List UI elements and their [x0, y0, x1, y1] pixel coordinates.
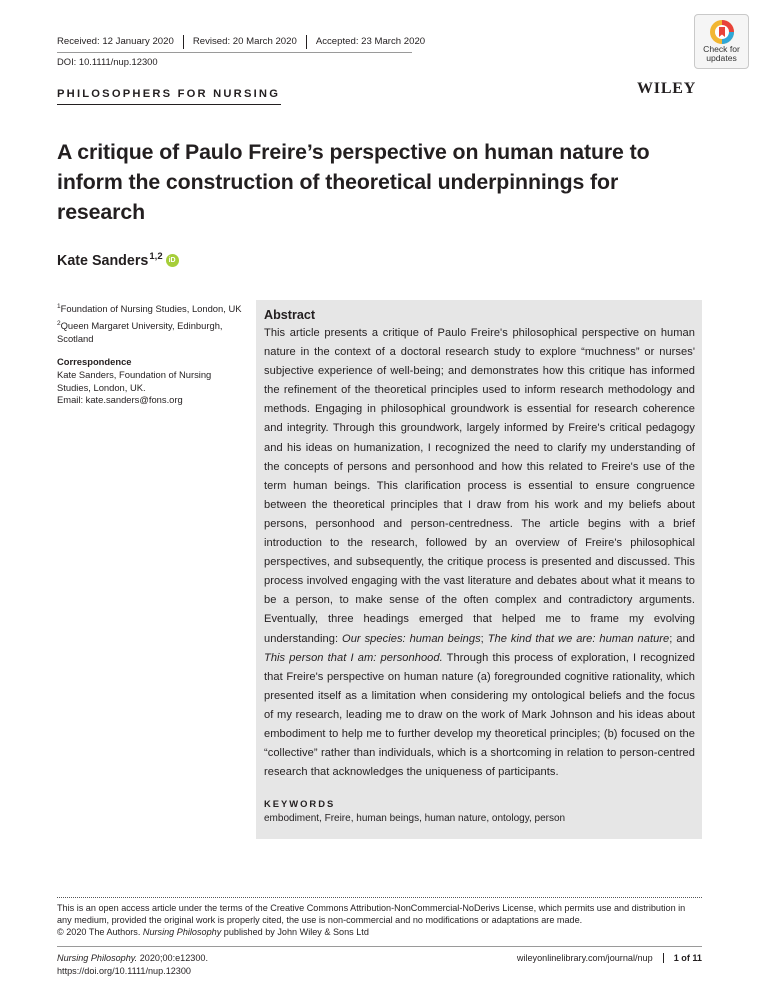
heading-our-species: Our species: human beings: [342, 632, 481, 645]
citation-line: [57, 952, 208, 965]
correspondence-line: Kate Sanders, Foundation of Nursing: [57, 368, 212, 380]
check-for-updates-icon: [709, 19, 735, 45]
orcid-icon[interactable]: iD: [166, 254, 179, 267]
abstract-heading: Abstract: [264, 308, 316, 322]
abstract-separator: ; and: [669, 632, 695, 645]
footer-citation-details: 2020;00:e12300.: [137, 953, 208, 963]
heading-human-nature: The kind that we are: human nature: [487, 632, 670, 645]
correspondence-block: [57, 356, 217, 407]
badge-line-1: Check for: [703, 44, 740, 54]
correspondence-heading: Correspondence: [57, 356, 132, 367]
footer-site-link[interactable]: wileyonlinelibrary.com/journal/nup: [517, 953, 664, 963]
footer-journal: Nursing Philosophy.: [57, 953, 138, 963]
author-name[interactable]: Kate Sanders: [57, 253, 149, 269]
article-title: A critique of Paulo Freire’s perspective on human nature to inform the construction of theoretical underpinnings for research: [57, 140, 650, 224]
section-underline: [57, 104, 281, 105]
license-line: This is an open access article under the terms of the Creative Commons Attribution‐NonCommercial‐NoDerivs License, which permits use and distribution in: [57, 903, 686, 913]
author-line: [57, 253, 179, 269]
license-divider: [57, 897, 702, 898]
affiliation-text: Foundation of Nursing Studies, London, UK: [60, 303, 242, 315]
heading-personhood: This person that I am: personhood.: [264, 651, 443, 664]
abstract-text: [264, 324, 695, 782]
copyright-text: © 2020 The Authors.: [57, 927, 143, 938]
footer-right: [517, 952, 702, 964]
license-line: any medium, provided the original work is properly cited, the use is non‐commercial and no modifications or adaptations are made.: [57, 915, 583, 926]
publication-dates: [57, 35, 434, 49]
footer-citation: [57, 952, 208, 977]
section-heading: PHILOSOPHERS FOR NURSING: [57, 88, 281, 100]
copyright-publisher: published by John Wiley & Sons Ltd: [221, 927, 369, 938]
keywords-heading: KEYWORDS: [264, 798, 336, 810]
keywords-list: embodiment, Freire, human beings, human nature, ontology, person: [264, 813, 566, 825]
abstract-panel: [256, 300, 702, 839]
affiliation-number: 2: [57, 320, 61, 327]
badge-line-2: updates: [706, 53, 737, 63]
copyright-journal: Nursing Philosophy: [142, 927, 222, 938]
license-notice: [57, 902, 702, 939]
accepted-date: Accepted: 23 March 2020: [315, 36, 426, 47]
abstract-body-2: Through this process of exploration, I recognized that Freire's perspective on human nature (a) foregrounded cognitive rationality, which presented itself as a limitation when considering my ontological beliefs and the focus of my research, leading me to draw on the work of Mark Johnson and his ideas about embodiment to help me to further develop my theoretical principles; (b) focused on the “collective” rather than individuals, which is a shortcoming in relation to person‐centred research that acknowledges the uniqueness of participants.: [264, 651, 695, 779]
revised-date: Revised: 20 March 2020: [184, 35, 307, 49]
abstract-body-1: This article presents a critique of Paulo Freire's philosophical perspective on human nature in the context of a doctoral research study to explore “muchness” or nurses' subjective experience of well‐being; and demonstrates how this critique has informed the refinement of the theoretical principles used to inform research methodology and methods. Engaging in philosophical groundwork is essential for research coherence and integrity. Through this groundwork, largely informed by Freire's critical pedagogy and his ideas on humanization, I recognized the need to clarify my understanding of the concepts of persons and personhood and how this related to Freire's use of the term human beings. This clarification process is essential to ensure congruence between the theoretical principles that I draw from his work and my beliefs about persons, personhood and person‐centredness. The article begins with a brief introduction to the research, followed by an overview of Freire's philosophical perspectives, and subsequently, the critique process is presented and discussed. This process involved engaging with the vast literature and debates about what it means to be a person, to make sense of the often complex and contradictory arguments. Eventually, three headings emerged that helped me to frame my evolving understanding:: [264, 327, 695, 645]
header-divider: [57, 52, 412, 53]
footer-divider: [57, 946, 702, 947]
affiliation-2: [57, 318, 247, 346]
doi: DOI: 10.1111/nup.12300: [57, 56, 158, 67]
publisher-logo: WILEY: [637, 80, 697, 97]
author-affiliation-marks: 1,2: [149, 251, 163, 262]
correspondence-email[interactable]: Email: kate.sanders@fons.org: [57, 394, 183, 406]
affiliation-text: Queen Margaret University, Edinburgh, Scotland: [57, 320, 223, 344]
abstract-separator: ;: [480, 632, 488, 645]
page-number: 1 of 11: [673, 953, 702, 963]
affiliation-1: [57, 301, 247, 316]
check-for-updates-badge[interactable]: [694, 14, 749, 69]
received-date: Received: 12 January 2020: [57, 35, 184, 49]
correspondence-line: Studies, London, UK.: [57, 381, 146, 393]
copyright-line: [57, 926, 702, 938]
affiliation-number: 1: [57, 303, 61, 310]
footer-doi-link[interactable]: https://doi.org/10.1111/nup.12300: [57, 965, 191, 976]
